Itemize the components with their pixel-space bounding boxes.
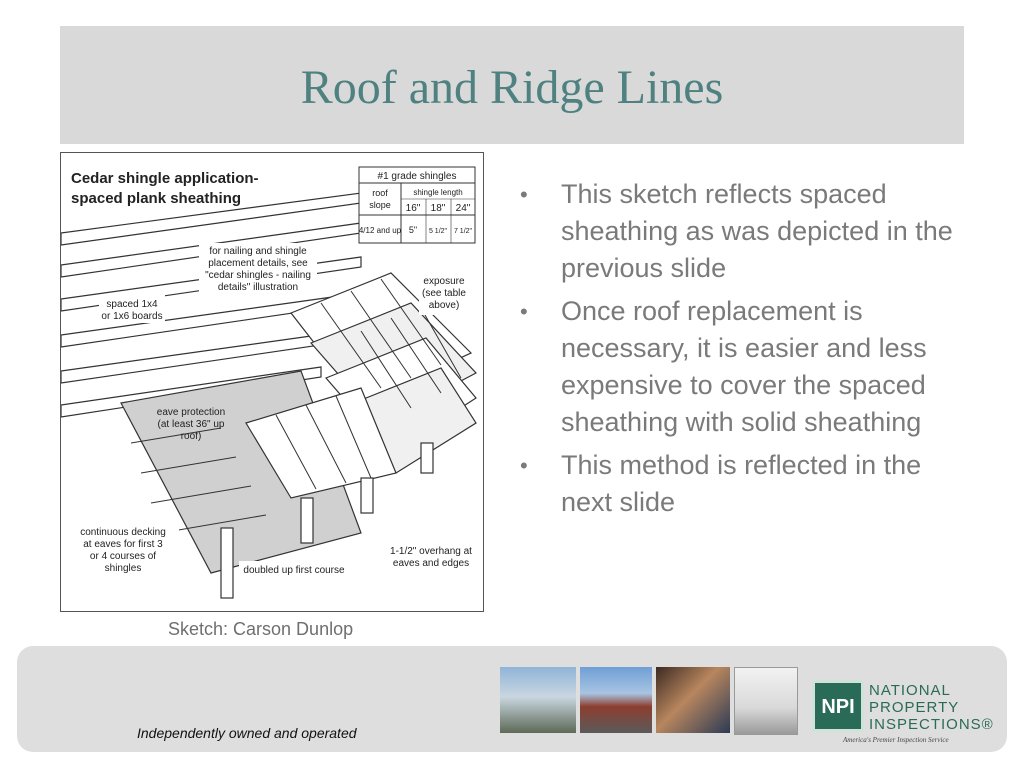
label-nailing-4: details" illustration [217, 282, 299, 293]
bullet-text: Once roof replacement is necessary, it is easier and less expensive to cover the spaced sheathing with solid sheathing [561, 296, 927, 437]
photo-building [580, 667, 652, 733]
label-overhang-2: eaves and edges [392, 558, 470, 569]
npi-line-2: PROPERTY [869, 699, 960, 716]
label-doubled: doubled up first course [243, 565, 345, 576]
npi-wordmark [869, 682, 994, 733]
table-exposure-18: 5 1/2" [428, 228, 448, 235]
sketch-caption: Sketch: Carson Dunlop [168, 619, 354, 639]
label-decking-1: continuous decking [80, 527, 166, 538]
label-decking-2: at eaves for first 3 [83, 539, 163, 550]
npi-line-3: INSPECTIONS® [869, 716, 994, 733]
label-exposure-3: above) [428, 300, 460, 311]
label-spaced-2: or 1x6 boards [101, 311, 163, 322]
bullet-item [520, 293, 960, 441]
shingle-table [359, 167, 475, 243]
sketch-heading-2: spaced plank sheathing [71, 190, 242, 207]
label-eave-1: eave protection [156, 407, 226, 418]
label-exposure-2: (see table [422, 288, 466, 299]
bullet-marker: • [520, 299, 528, 324]
photo-inspectors-outdoor [500, 667, 576, 733]
sketch-figure [60, 152, 484, 612]
sketch-heading-1: Cedar shingle application- [71, 170, 259, 187]
label-eave-3: roof) [180, 431, 202, 442]
bullet-item [520, 176, 960, 287]
bullet-marker: • [520, 453, 528, 478]
table-length-24: 24" [455, 203, 471, 214]
npi-line-1: NATIONAL [869, 682, 951, 699]
table-col1-line2: slope [369, 200, 391, 210]
label-decking-3: or 4 courses of [89, 551, 157, 562]
footer-tagline: Independently owned and operated [137, 725, 357, 741]
table-col2-header: shingle length [413, 188, 463, 197]
label-decking-4: shingles [104, 563, 142, 574]
label-nailing-3: "cedar shingles - nailing [205, 270, 311, 281]
table-exposure-16: 5" [408, 225, 418, 235]
label-nailing-1: for nailing and shingle [209, 246, 307, 257]
table-col1-line1: roof [372, 188, 388, 198]
label-spaced-1: spaced 1x4 [106, 299, 158, 310]
label-eave-2: (at least 36" up [157, 419, 225, 430]
label-exposure-1: exposure [423, 276, 465, 287]
bullet-list [520, 176, 960, 527]
table-row-label: 4/12 and up [358, 226, 402, 235]
table-exposure-24: 7 1/2" [453, 228, 473, 235]
roof-sketch [61, 153, 483, 611]
bullet-marker: • [520, 182, 528, 207]
label-nailing-2: placement details, see [208, 258, 308, 269]
title-bar [60, 26, 964, 144]
footer-band [17, 646, 1007, 752]
table-length-18: 18" [430, 203, 446, 214]
table-length-16: 16" [405, 203, 421, 214]
photo-consultation [656, 667, 730, 733]
bullet-text: This method is reflected in the next slide [561, 450, 922, 517]
npi-slogan: America's Premier Inspection Service [843, 736, 949, 744]
table-header: #1 grade shingles [377, 171, 457, 182]
label-overhang-1: 1-1/2" overhang at [390, 546, 472, 557]
slide-title: Roof and Ridge Lines [300, 61, 724, 114]
bullet-text: This sketch reflects spaced sheathing as was depicted in the previous slide [561, 179, 953, 283]
bullet-item [520, 447, 960, 521]
npi-logo-icon: NPI [812, 680, 864, 732]
photo-report-screen [734, 667, 798, 735]
